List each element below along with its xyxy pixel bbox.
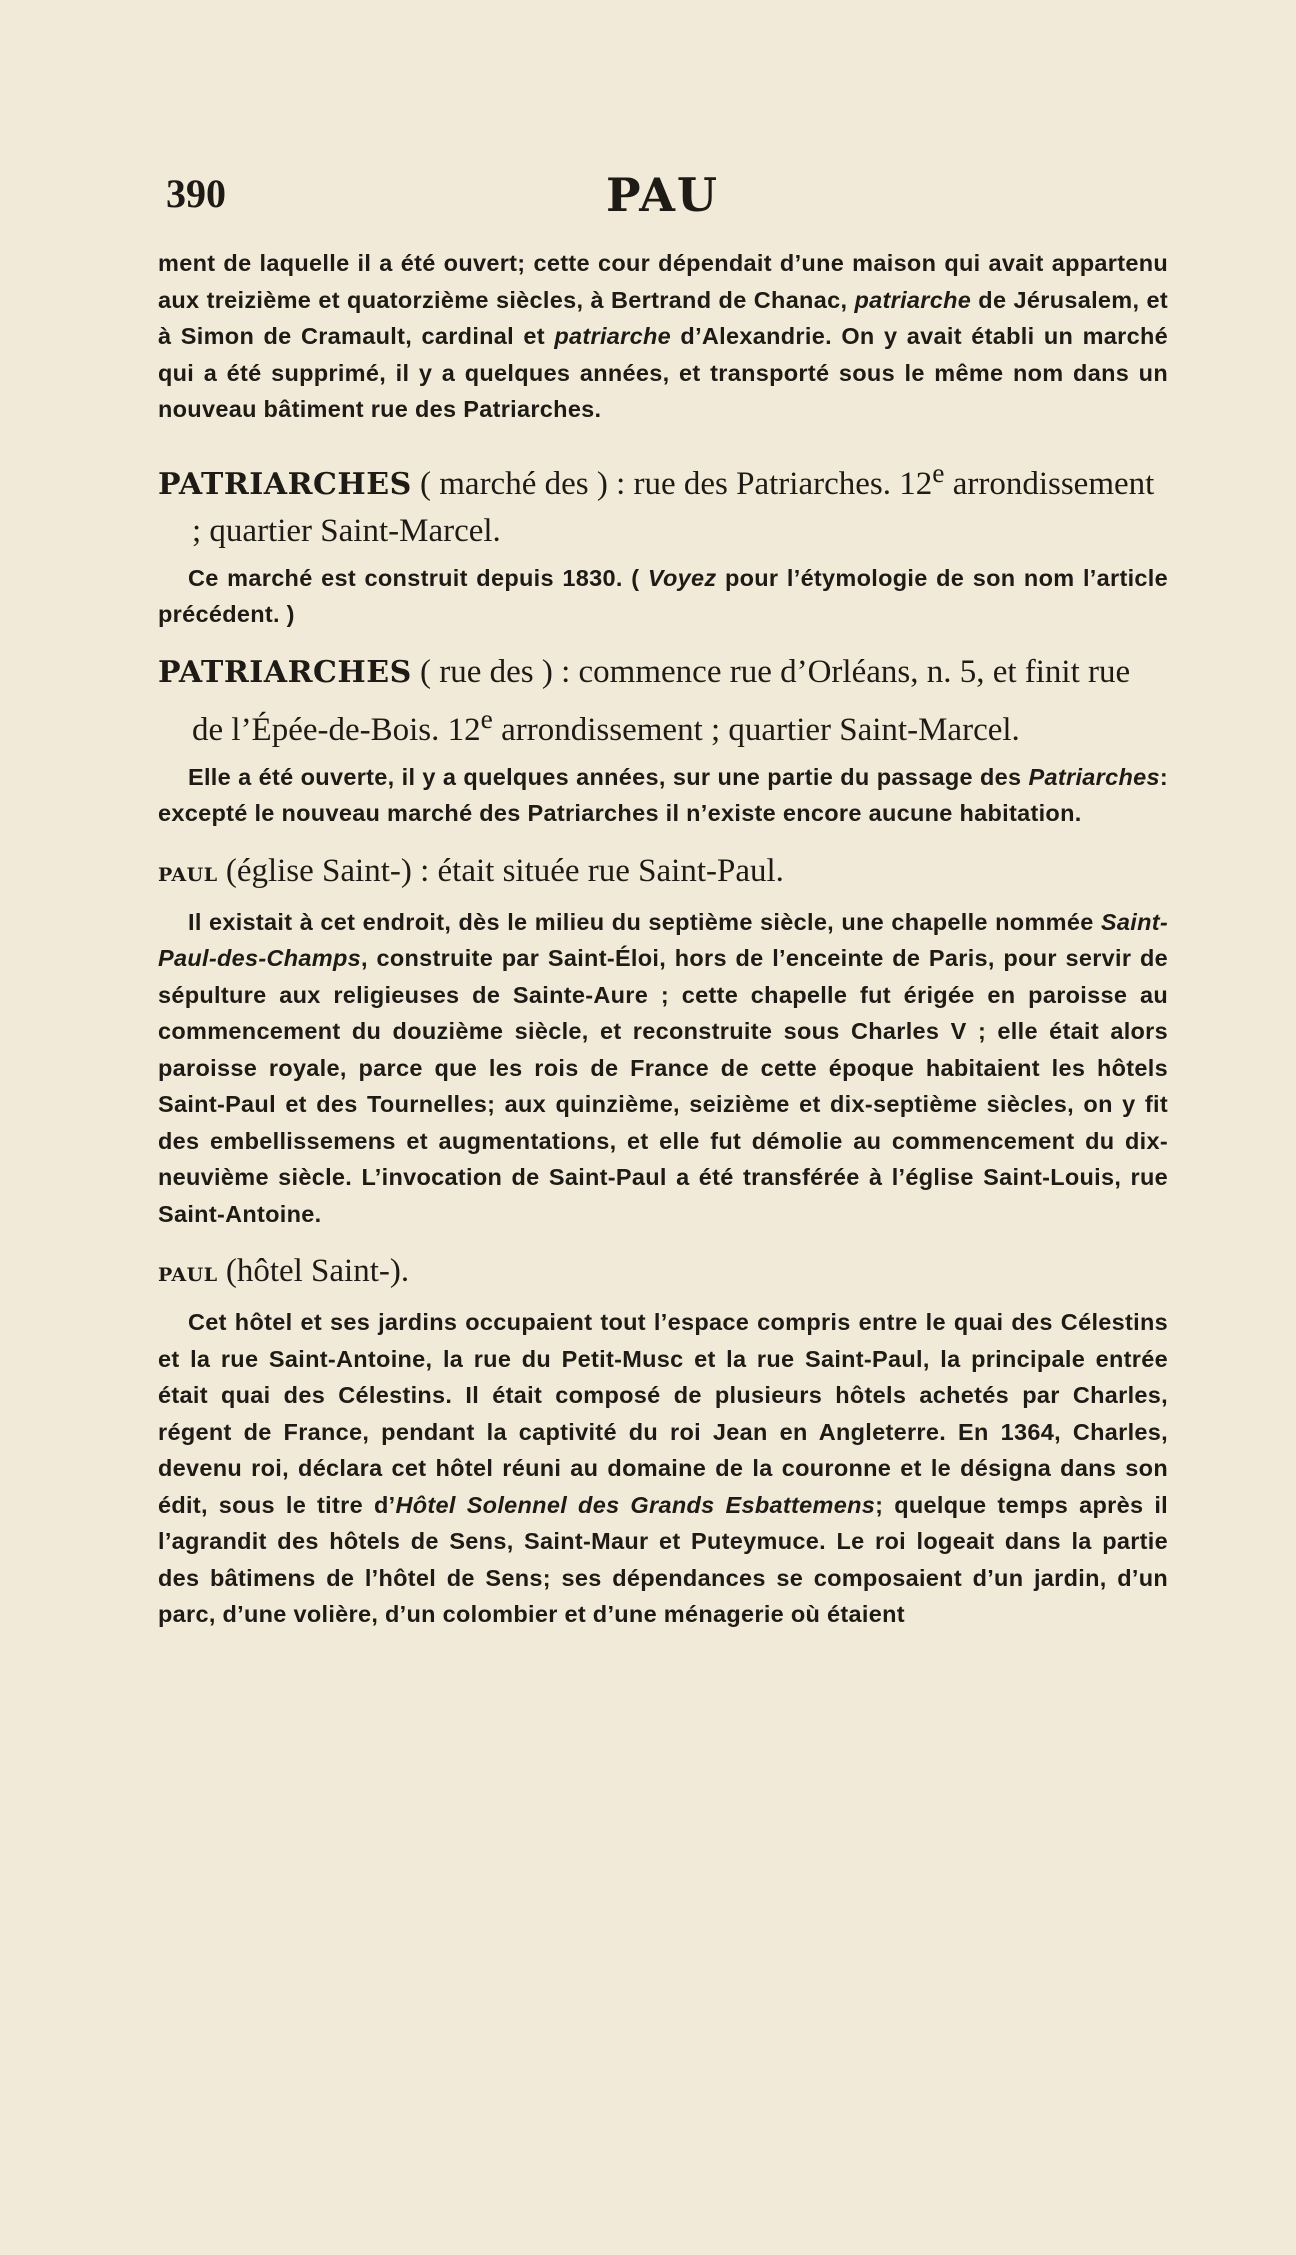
entry-heading-eglise-saint-paul: PAUL (église Saint-) : était située rue Saint-Paul. — [158, 852, 784, 889]
headword: PATRIARCHES — [158, 654, 412, 690]
page-body — [158, 245, 1168, 1633]
running-head: PAU — [606, 168, 720, 222]
entry-heading-marche-des-patriarches: PATRIARCHES ( marché des ) : rue des Patriarches. 12e arrondissement ; quartier Saint-Marcel. — [158, 456, 1155, 549]
entry-heading-hotel-saint-paul: PAUL (hôtel Saint-). — [158, 1253, 410, 1289]
page-number: 390 — [166, 171, 226, 216]
entry-description-marche-des-patriarches: Ce marché est construit depuis 1830. ( Voyez pour l’étymologie de son nom l’article précédent. ) — [158, 564, 1168, 627]
continuation-paragraph: ment de laquelle il a été ouvert; cette cour dépendait d’une maison qui avait appartenu aux treizième et quatorzième siècles, à Bertrand de Chanac, patriarche de Jérusalem, et à Simon de Cramault, cardinal et patriarche d’Alexandrie. On y avait établi un marché qui a été supprimé, il y a quelques années, et transporté sous le même nom dans un nouveau bâtiment rue des Patriarches. — [158, 250, 1168, 422]
page-header — [166, 170, 1166, 230]
entry-description-rue-des-patriarches: Elle a été ouverte, il y a quelques années, sur une partie du passage des Patriarches: excepté le nouveau marché des Patriarches il n’existe encore aucune habitation. — [158, 763, 1168, 826]
entry-heading-rue-des-patriarches: PATRIARCHES ( rue des ) : commence rue d’Orléans, n. 5, et finit rue de l’Épée-de-Bois. 12e arrondissement ; quartier Saint-Marcel. — [158, 653, 1131, 748]
headword: PAUL — [158, 1264, 218, 1286]
headword: PAUL — [158, 863, 218, 886]
headword: PATRIARCHES — [158, 466, 412, 502]
entry-description-eglise-saint-paul: Il existait à cet endroit, dès le milieu du septième siècle, une chapelle nommée Saint-Paul-des-Champs, construite par Saint-Éloi, hors de l’enceinte de Paris, pour servir de sépulture aux religieuses de Sainte-Aure ; cette chapelle fut érigée en paroisse au commencement du douzième siècle, et reconstruite sous Charles V ; elle était alors paroisse royale, parce que les rois de France de cette époque habitaient les hôtels Saint-Paul et des Tournelles; aux quinzième, seizième et dix-septième siècles, on y fit des embellissemens et augmentations, et elle fut démolie au commencement du dix-neuvième siècle. L’invocation de Saint-Paul a été transférée à l’église Saint-Louis, rue Saint-Antoine. — [158, 908, 1168, 1227]
entry-description-hotel-saint-paul: Cet hôtel et ses jardins occupaient tout l’espace compris entre le quai des Célestins et la rue Saint-Antoine, la rue du Petit-Musc et la rue Saint-Paul, la principale entrée était quai des Célestins. Il était composé de plusieurs hôtels achetés par Charles, régent de France, pendant la captivité du roi Jean en Angleterre. En 1364, Charles, devenu roi, déclara cet hôtel réuni au domaine de la couronne et le désigna dans son édit, sous le titre d’Hôtel Solennel des Grands Esbattemens; quelque temps après il l’agrandit des hôtels de Sens, Saint-Maur et Puteymuce. Le roi logeait dans la partie des bâtimens de l’hôtel de Sens; ses dépendances se composaient d’un jardin, d’un parc, d’une volière, d’un colombier et d’une ménagerie où étaient — [158, 1309, 1168, 1627]
